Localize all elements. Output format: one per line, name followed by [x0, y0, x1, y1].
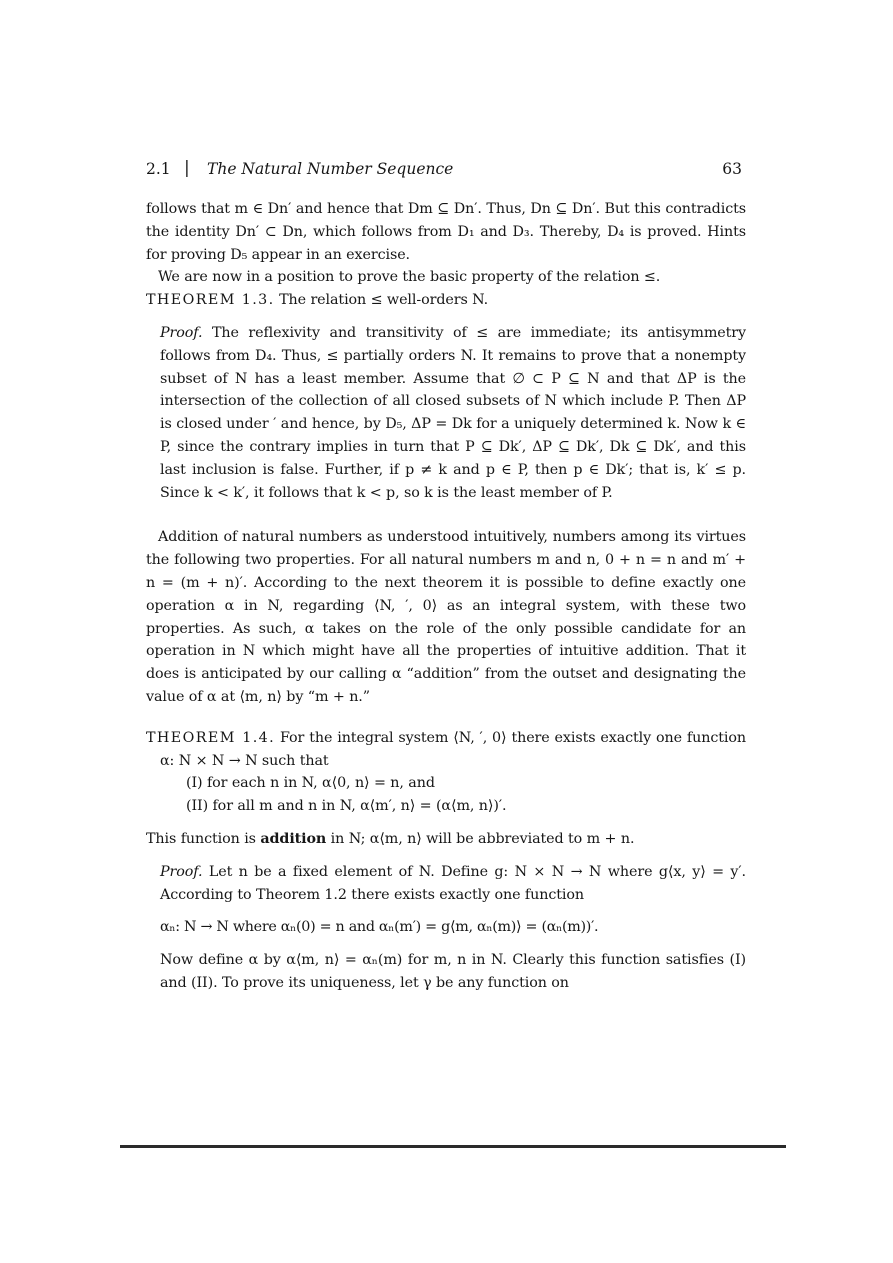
page-content	[146, 198, 746, 995]
theorem-condition-2: (II) for all m and n in N, α⟨m′, n⟩ = (α⟨m, n⟩)′.	[186, 798, 507, 815]
proof-1	[146, 322, 746, 504]
proof-text: Let n be a fixed element of N. Define g: N × N → N where g⟨x, y⟩ = y′. According to Theorem 1.2 there exists exactly one function	[160, 863, 746, 903]
section-number: 2.1	[146, 160, 171, 178]
header-separator: |	[184, 158, 190, 178]
page-number: 63	[722, 160, 742, 178]
proof-label: Proof.	[160, 324, 203, 341]
theorem-label: THEOREM 1.4.	[146, 729, 276, 746]
theorem-statement: The relation ≤ well-orders N.	[279, 292, 489, 309]
proof-label: Proof.	[160, 863, 203, 880]
theorem-label: THEOREM 1.3.	[146, 292, 275, 309]
running-head	[146, 160, 742, 184]
theorem-1-4	[146, 727, 746, 773]
proof-text: The reflexivity and transitivity of ≤ are immediate; its antisymmetry follows from D₄. Thus, ≤ partially orders N. It remains to prove that a nonempty subset of N has a least member. Assume that ∅ ⊂ P ⊆ N and that ΔP is the intersection of the collection of all closed subsets of N which include P. Then ΔP is closed under ′ and hence, by D₅, ΔP = Dk for a uniquely determined k. Now k ∈ P, since the contrary implies in turn that P ⊆ Dk′, ΔP ⊆ Dk′, Dk ⊆ Dk′, and this last inclusion is false. Further, if p ≠ k and p ∈ P, then p ∈ Dk′; that is, k′ ≤ p. Since k < k′, it follows that k < p, so k is the least member of P.	[160, 324, 746, 501]
paragraph-addition-definition	[146, 828, 746, 851]
theorem-condition-1: (I) for each n in N, α⟨0, n⟩ = n, and	[186, 775, 435, 792]
defined-term: addition	[260, 830, 327, 847]
chapter-title: The Natural Number Sequence	[207, 160, 454, 178]
definition-post: in N; α⟨m, n⟩ will be abbreviated to m + n.	[330, 830, 635, 847]
paragraph-addition: Addition of natural numbers as understood intuitively, numbers among its virtues the following two properties. For all natural numbers m and n, 0 + n = n and m′ + n = (m + n)′. According to the next theorem it is possible to define exactly one operation α in N, regarding ⟨N, ′, 0⟩ as an integral system, with these two properties. As such, α takes on the role of the only possible candidate for an operation in N which might have all the properties of intuitive addition. That it does is anticipated by our calling α “addition” from the outset and designating the value of α at ⟨m, n⟩ by “m + n.”	[146, 529, 746, 705]
theorem-1-3	[146, 289, 746, 312]
proof-2	[146, 861, 746, 907]
definition-pre: This function is	[146, 830, 256, 847]
paragraph-uniqueness: Now define α by α⟨m, n⟩ = αₙ(m) for m, n in N. Clearly this function satisfies (I) and (II). To prove its uniqueness, let γ be any function on	[160, 952, 746, 991]
paragraph-continuation: follows that m ∈ Dn′ and hence that Dm ⊆ Dn′. Thus, Dn ⊆ Dn′. But this contradicts the identity Dn′ ⊂ Dn, which follows from D₁ and D₃. Thereby, D₄ is proved. Hints for proving D₅ appear in an exercise.	[146, 201, 746, 263]
theorem-statement: For the integral system ⟨N, ′, 0⟩ there exists exactly one function α: N × N → N such that	[160, 729, 746, 769]
paragraph-intro-theorem: We are now in a position to prove the basic property of the relation ≤.	[158, 269, 661, 286]
footer-rule	[120, 1145, 786, 1148]
display-equation: αₙ: N → N where αₙ(0) = n and αₙ(m′) = g⟨m, αₙ(m)⟩ = (αₙ(m))′.	[160, 919, 599, 936]
